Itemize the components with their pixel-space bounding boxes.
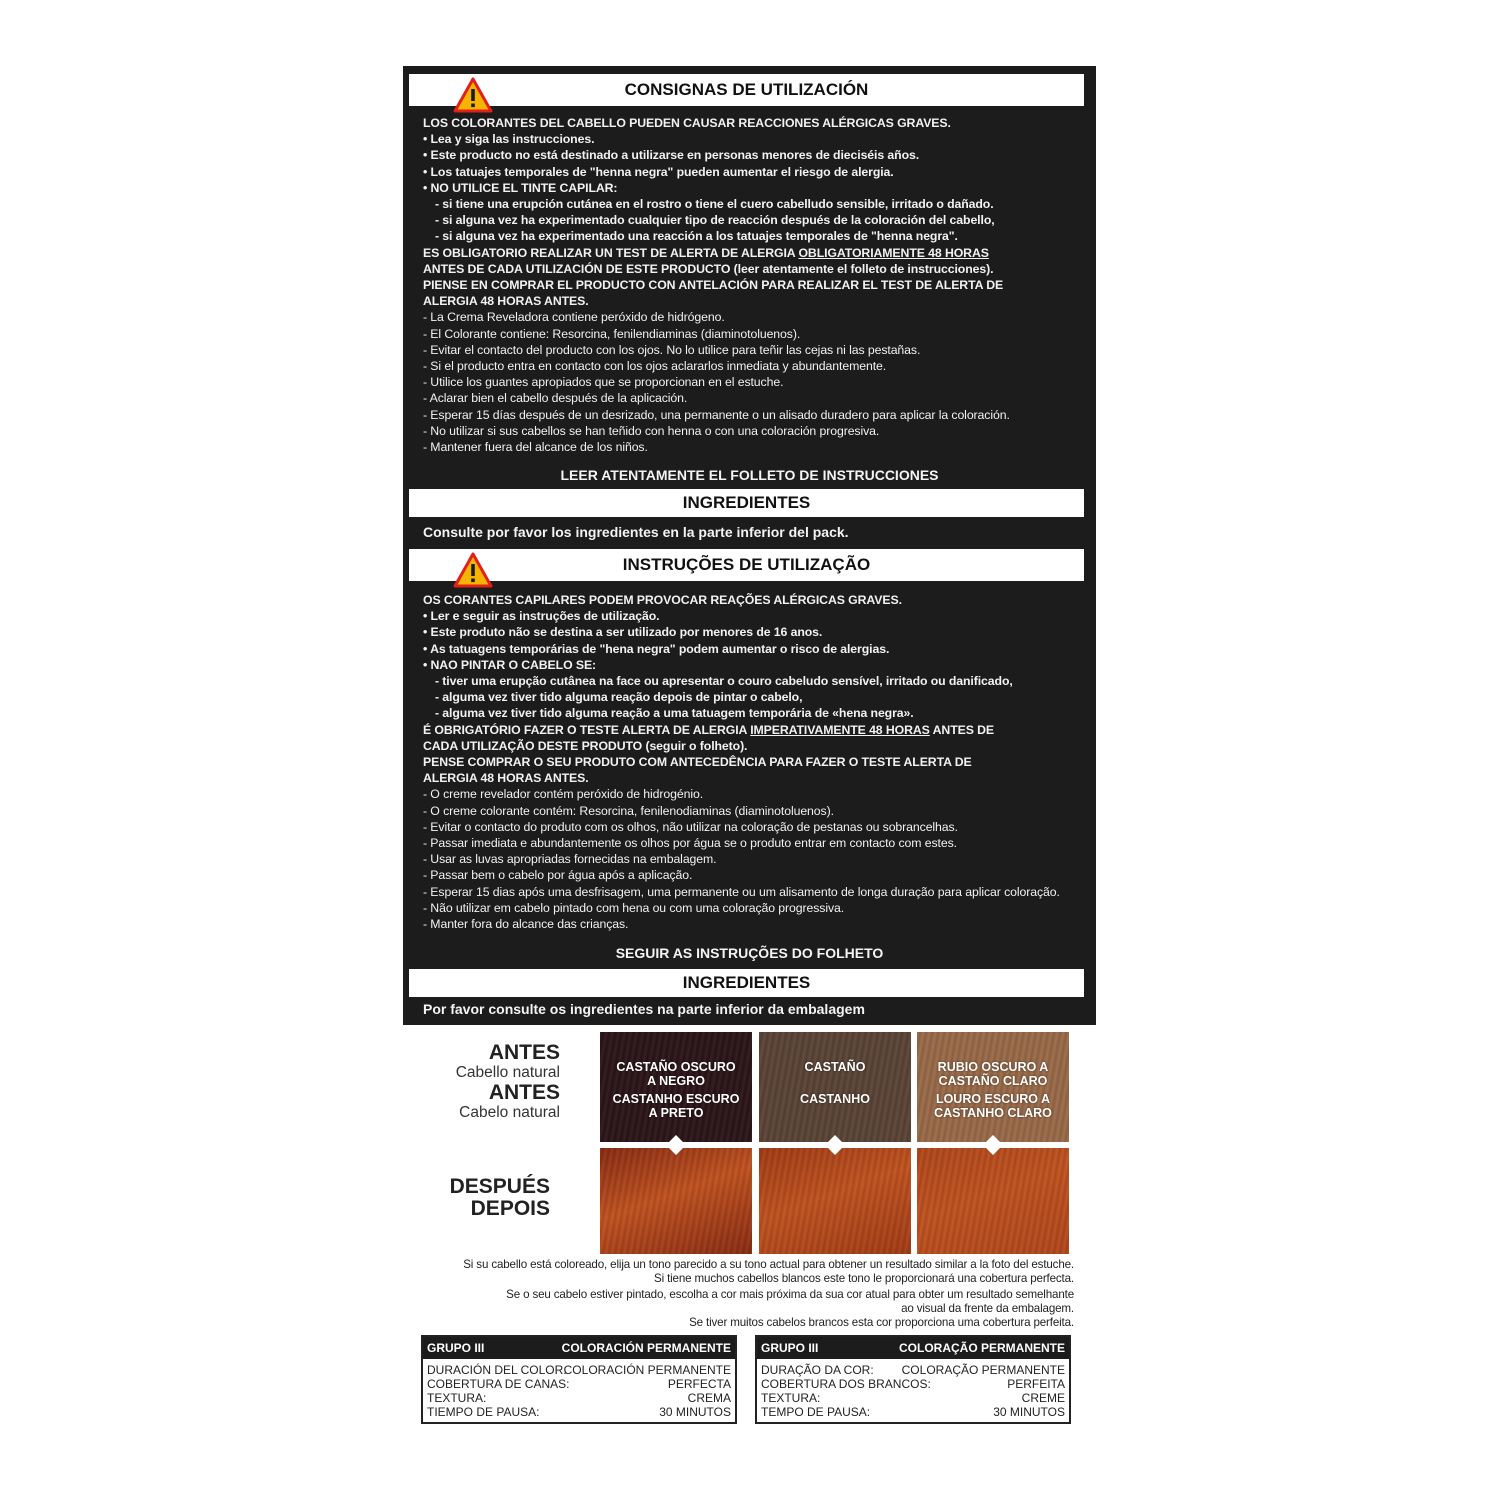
swatch-pt-line: CASTANHO ESCURO — [612, 1092, 740, 1106]
pt-body — [423, 592, 1083, 932]
es-line: - si alguna vez ha experimentado cualquier tipo de reacción después de la coloración del cabello, — [435, 213, 995, 228]
group-row — [423, 1377, 735, 1391]
es-title: CONSIGNAS DE UTILIZACIÓN — [624, 80, 869, 99]
pt-title-bar — [409, 549, 1084, 581]
group-box-pt — [755, 1335, 1071, 1424]
pt-test-line — [423, 722, 1083, 738]
group-row — [757, 1405, 1069, 1419]
group-number: GRUPO III — [761, 1341, 819, 1355]
group-row-value: CREME — [1021, 1391, 1065, 1405]
group-row-key: TEXTURA: — [761, 1391, 821, 1405]
pt-dash: - O creme colorante contém: Resorcina, fenilenodiaminas (diaminotoluenos). — [423, 803, 834, 818]
es-ingredients-title: INGREDIENTES — [409, 489, 1084, 517]
group-row-key: TIEMPO DE PAUSA: — [427, 1405, 540, 1419]
pt-line: - tiver uma erupção cutânea na face ou apresentar o couro cabeludo sensível, irritado ou danificado, — [435, 674, 1013, 689]
group-type: COLORAÇÃO PERMANENTE — [898, 1341, 1065, 1355]
swatch-pt-line: LOURO ESCURO A — [935, 1092, 1051, 1106]
es-line: • Lea y siga las instrucciones. — [423, 132, 595, 147]
pt-line: • Ler e seguir as instruções de utilização. — [423, 609, 660, 624]
pt-dash: - Não utilizar em cabelo pintado com hena ou com uma coloração progressiva. — [423, 900, 845, 915]
es-line: - si alguna vez ha experimentado una reacción a los tatuajes temporales de "henna negra". — [435, 229, 958, 244]
es-dash: - No utilizar si sus cabellos se han teñido con henna o con una coloración progresiva. — [423, 423, 880, 438]
note-line: ao visual da frente da embalagem. — [901, 1302, 1074, 1315]
group-type: COLORACIÓN PERMANENTE — [561, 1341, 731, 1355]
group-row-key: COBERTURA DOS BRANCOS: — [761, 1377, 931, 1391]
swatch-before-dark-blonde — [917, 1032, 1069, 1142]
group-header-es — [423, 1337, 735, 1359]
note-line: Si su cabello está coloreado, elija un tono parecido a su tono actual para obtener un resultado similar a la foto del estuche. — [463, 1258, 1074, 1271]
swatch-es-line: A NEGRO — [647, 1074, 705, 1088]
pt-line: • Este produto não se destina a ser utilizado por menores de 16 anos. — [423, 625, 823, 640]
es-dash: - Esperar 15 días después de un desrizado, una permanente o un alisado duradero para aplicar la coloración. — [423, 407, 1010, 422]
group-header-pt — [757, 1337, 1069, 1359]
pt-line: • As tatuagens temporárias de "hena negra" podem aumentar o risco de alergias. — [423, 641, 890, 656]
group-row — [423, 1391, 735, 1405]
swatch-es-line: CASTAÑO OSCURO — [616, 1060, 736, 1074]
swatch-after-2 — [759, 1148, 911, 1254]
warning-icon — [453, 552, 493, 588]
es-line: • NO UTILICE EL TINTE CAPILAR: — [423, 180, 618, 195]
es-body — [423, 115, 1083, 455]
warning-icon — [453, 77, 493, 113]
es-plan-line-2: ALERGIA 48 HORAS ANTES. — [423, 294, 589, 309]
es-dash: - Si el producto entra en contacto con los ojos aclararlos inmediata y abundantemente. — [423, 359, 887, 374]
es-title-bar — [409, 74, 1084, 106]
group-row-key: TEMPO DE PAUSA: — [761, 1405, 871, 1419]
pt-read-folheto: SEGUIR AS INSTRUÇÕES DO FOLHETO — [615, 945, 884, 961]
es-line: • Este producto no está destinado a utilizarse en personas menores de dieciséis años. — [423, 148, 920, 163]
pt-dash: - Usar as luvas apropriadas fornecidas na embalagem. — [423, 852, 717, 867]
swatch-after-3 — [917, 1148, 1069, 1254]
group-row-value: 30 MINUTOS — [993, 1405, 1065, 1419]
es-dash: - Mantener fuera del alcance de los niños. — [423, 440, 648, 455]
pt-title: INSTRUÇÕES DE UTILIZAÇÃO — [622, 555, 871, 574]
pt-line: - alguma vez tiver tido alguma reação depois de pintar o cabelo, — [435, 690, 803, 705]
pt-ingredients-text: Por favor consulte os ingredientes na parte inferior da embalagem — [423, 1001, 865, 1017]
pt-dash: - Esperar 15 dias após uma desfrisagem, uma permanente ou um alisamento de longa duração para aplicar coloração. — [423, 884, 1060, 899]
group-row-value: PERFEITA — [1007, 1377, 1065, 1391]
group-row-value: COLORAÇÃO PERMANENTE — [901, 1363, 1065, 1377]
group-row-key: COBERTURA DE CANAS: — [427, 1377, 570, 1391]
swatch-pt-line: CASTANHO CLARO — [934, 1106, 1052, 1120]
es-plan-line: PIENSE EN COMPRAR EL PRODUCTO CON ANTELACIÓN PARA REALIZAR EL TEST DE ALERTA DE — [423, 278, 1004, 293]
instructions-panel — [403, 66, 1096, 1025]
group-row-value: PERFECTA — [667, 1377, 731, 1391]
group-box-es — [421, 1335, 737, 1424]
swatch-es-line: CASTAÑO CLARO — [938, 1074, 1048, 1088]
pt-plan-line: PENSE COMPRAR O SEU PRODUTO COM ANTECEDÊNCIA PARA FAZER O TESTE ALERTA DE — [423, 755, 972, 770]
es-dash: - Utilice los guantes apropiados que se proporcionan en el estuche. — [423, 375, 784, 390]
group-row-key: TEXTURA: — [427, 1391, 487, 1405]
group-row — [423, 1405, 735, 1419]
despues-label: DESPUÉS — [449, 1175, 550, 1198]
pt-plan-line-2: ALERGIA 48 HORAS ANTES. — [423, 771, 589, 786]
note-line: Se tiver muitos cabelos brancos esta cor proporciona uma cobertura perfeita. — [689, 1316, 1074, 1329]
pt-test-u: IMPERATIVAMENTE 48 HORAS — [750, 722, 930, 737]
cabelo-natural-label: Cabelo natural — [459, 1104, 560, 1121]
pt-dash: - Manter fora do alcance das crianças. — [423, 917, 629, 932]
group-row-value: COLORACIÓN PERMANENTE — [563, 1363, 731, 1377]
es-line: - si tiene una erupción cutánea en el rostro o tiene el cuero cabelludo sensible, irritado o dañado. — [435, 197, 994, 212]
swatch-es-line: RUBIO OSCURO A — [937, 1060, 1049, 1074]
pt-test-a: É OBRIGATÓRIO FAZER O TESTE ALERTA DE ALERGIA — [423, 722, 751, 737]
group-number: GRUPO III — [427, 1341, 485, 1355]
group-row-value: CREMA — [687, 1391, 731, 1405]
es-test-a: ES OBLIGATORIO REALIZAR UN TEST DE ALERTA DE ALERGIA — [423, 245, 799, 260]
swatch-es-line: CASTAÑO — [804, 1060, 866, 1074]
pt-dash: - O creme revelador contém peróxido de hidrogénio. — [423, 787, 704, 802]
es-dash: - La Crema Reveladora contiene peróxido de hidrógeno. — [423, 310, 725, 325]
depois-label: DEPOIS — [470, 1197, 550, 1220]
group-row — [757, 1377, 1069, 1391]
antes-label: ANTES — [488, 1041, 560, 1064]
es-test-line-2: ANTES DE CADA UTILIZACIÓN DE ESTE PRODUCTO (leer atentamente el folleto de instrucciones). — [423, 261, 994, 276]
swatch-after-1 — [600, 1148, 752, 1254]
before-labels — [400, 1042, 560, 1122]
note-line: Si tiene muchos cabellos blancos este tono le proporcionará una cobertura perfecta. — [653, 1272, 1074, 1285]
es-line: • Los tatuajes temporales de "henna negra" pueden aumentar el riesgo de alergia. — [423, 164, 894, 179]
pt-dash: - Passar bem o cabelo por água após a aplicação. — [423, 868, 693, 883]
pt-line: - alguma vez tiver tido alguma reação a uma tatuagem temporária de «hena negra». — [435, 706, 914, 721]
after-labels — [400, 1176, 550, 1220]
note-line: Se o seu cabelo estiver pintado, escolha a cor mais próxima da sua cor atual para obter um resultado semelhante — [506, 1288, 1074, 1301]
antes-label-pt: ANTES — [488, 1081, 560, 1104]
es-dash: - El Colorante contiene: Resorcina, fenilendiaminas (diaminotoluenos). — [423, 326, 801, 341]
group-row-value: 30 MINUTOS — [659, 1405, 731, 1419]
es-dash: - Evitar el contacto del producto con los ojos. No lo utilice para teñir las cejas ni las pestañas. — [423, 342, 921, 357]
es-ingredients-text: Consulte por favor los ingredientes en la parte inferior del pack. — [423, 524, 849, 540]
pt-test-line-2: CADA UTILIZAÇÃO DESTE PRODUTO (seguir o folheto). — [423, 738, 748, 753]
es-dash: - Aclarar bien el cabello después de la aplicación. — [423, 391, 688, 406]
pt-dash: - Evitar o contacto do produto com os olhos, não utilizar na coloração de pestanas ou sobrancelhas. — [423, 819, 958, 834]
pt-line: • NAO PINTAR O CABELO SE: — [423, 657, 597, 672]
swatch-before-dark-brown — [600, 1032, 752, 1142]
pt-test-c: ANTES DE — [929, 722, 995, 737]
es-line: LOS COLORANTES DEL CABELLO PUEDEN CAUSAR REACCIONES ALÉRGICAS GRAVES. — [423, 116, 951, 130]
swatch-pt-line: CASTANHO — [800, 1092, 870, 1106]
group-row-key: DURAÇÃO DA COR: — [761, 1363, 874, 1377]
es-test-line — [423, 245, 1083, 261]
group-row-key: DURACIÓN DEL COLOR: — [427, 1363, 567, 1377]
es-test-u: OBLIGATORIAMENTE 48 HORAS — [798, 245, 989, 260]
group-row — [423, 1363, 735, 1377]
cabello-natural-label: Cabello natural — [455, 1064, 560, 1081]
pt-dash: - Passar imediata e abundantemente os olhos por água se o produto entrar em contacto com estes. — [423, 836, 957, 851]
pt-ingredients-title: INGREDIENTES — [409, 969, 1084, 997]
swatch-before-brown — [759, 1032, 911, 1142]
group-row — [757, 1391, 1069, 1405]
swatch-pt-line: A PRETO — [648, 1106, 704, 1120]
group-row — [757, 1363, 1069, 1377]
es-read-folleto: LEER ATENTAMENTE EL FOLLETO DE INSTRUCCIONES — [560, 467, 939, 483]
pt-line: OS CORANTES CAPILARES PODEM PROVOCAR REAÇÕES ALÉRGICAS GRAVES. — [423, 593, 902, 607]
